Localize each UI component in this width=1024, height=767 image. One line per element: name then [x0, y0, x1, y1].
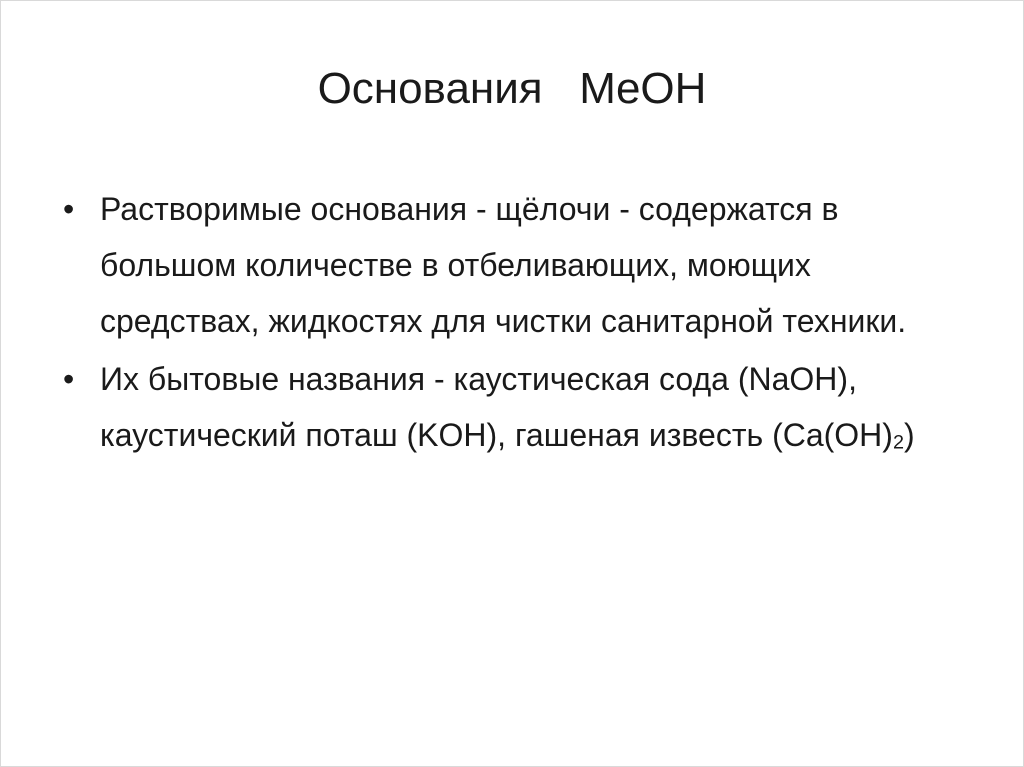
- bullet-dot-icon: •: [63, 361, 75, 397]
- subscript-2: 2: [892, 431, 904, 454]
- bullet-dot-icon: •: [63, 191, 75, 227]
- bullet-text-2: [100, 361, 915, 453]
- bullet-text-2-main: Их бытовые названия - каустическая сода (NaOH), каустический поташ (KOH), гашеная известь (Ca(OH): [100, 361, 893, 453]
- bullet-item-2: [63, 351, 963, 470]
- bullet-list: [63, 181, 963, 470]
- bullet-text-1: Растворимые основания - щёлочи - содержатся в большом количестве в отбеливающих, моющих средствах, жидкостях для чистки санитарной техники.: [100, 191, 907, 339]
- bullet-item-1: [63, 181, 963, 349]
- bullet-text-2-tail: ): [903, 417, 915, 453]
- slide-title: Основания MeOH: [317, 64, 707, 113]
